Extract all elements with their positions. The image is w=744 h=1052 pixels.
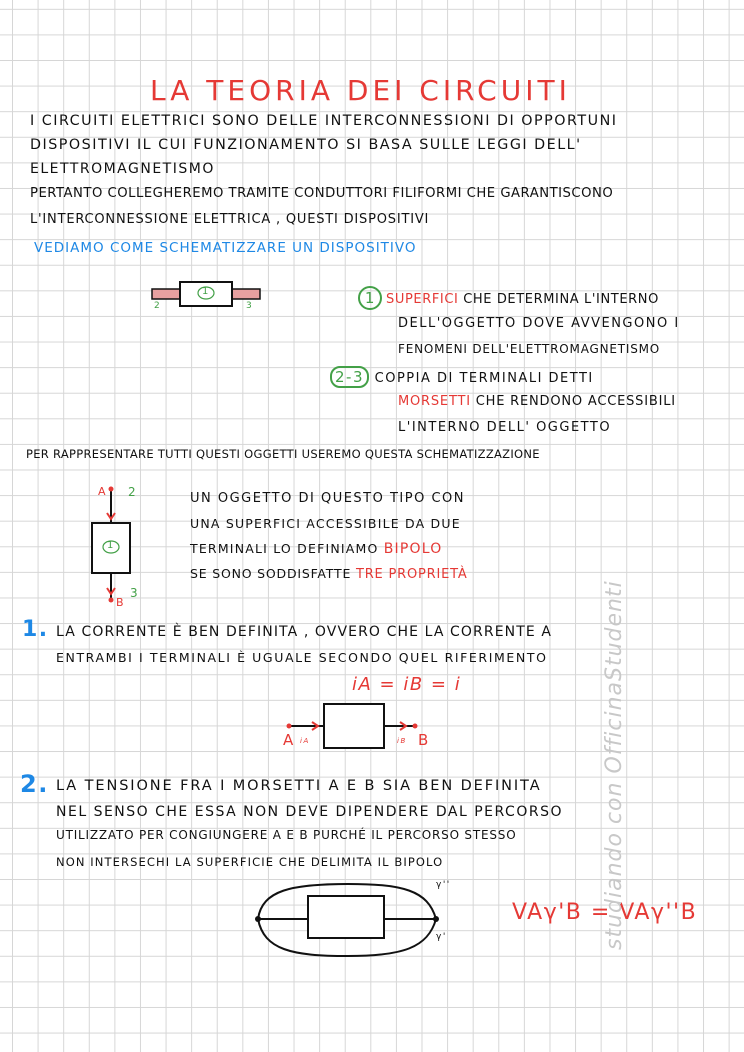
bipolo-label-b: B	[116, 596, 126, 609]
bipolo-node-b	[109, 598, 114, 603]
device-prop-1-text: CHE DETERMINA L'INTERNO	[463, 292, 659, 307]
intro-line-3: ELETTROMAGNETISMO	[30, 161, 215, 177]
device-prop-2-text-2: CHE RENDONO ACCESSIBILI	[475, 394, 676, 409]
rappresentare-line: PER RAPPRESENTARE TUTTI QUESTI OGGETTI USEREMO QUESTA SCHEMATIZZAZIONE	[26, 447, 540, 461]
intro-line-5: L'INTERCONNESSIONE ELETTRICA , QUESTI DISPOSITIVI	[30, 212, 430, 227]
prop-2-line-4: NON INTERSECHI LA SUPERFICIE CHE DELIMITA IL BIPOLO	[56, 855, 444, 869]
prop-2-equation: VAγ'B = VAγ''B	[512, 900, 698, 925]
prop-2-diagram	[252, 878, 444, 960]
prop-2-node-b	[433, 916, 439, 922]
device-prop-2-line-3: L'INTERNO DELL' OGGETTO	[398, 420, 612, 435]
intro-line-2: DISPOSITIVI IL CUI FUNZIONAMENTO SI BASA SULLE LEGGI DELL'	[30, 137, 582, 153]
prop-2-gamma-double: γ''	[436, 880, 451, 890]
prop-1-label-b: B	[418, 731, 430, 749]
device-terminal-right	[230, 289, 260, 299]
device-prop-1-red: SUPERFICI	[386, 292, 459, 307]
device-prop-1-line-3: FENOMENI DELL'ELETTROMAGNETISMO	[398, 342, 661, 356]
bipolo-label-3: 3	[130, 586, 140, 600]
device-prop-2-line-2	[398, 394, 676, 409]
intro-blue-line: VEDIAMO COME SCHEMATIZZARE UN DISPOSITIVO	[34, 240, 417, 256]
bipolo-text-4-red: TRE PROPRIETÀ	[355, 567, 468, 582]
device-label-2: 2	[154, 301, 162, 311]
prop-1-equation: iA = iB = i	[352, 674, 462, 695]
device-prop-2-text: COPPIA DI TERMINALI DETTI	[374, 371, 594, 386]
bipolo-text-3-black: TERMINALI LO DEFINIAMO	[190, 541, 379, 556]
device-prop-1	[358, 286, 659, 310]
bipolo-text-3-red: BIPOLO	[383, 541, 443, 557]
prop-1-diagram	[284, 700, 424, 755]
bipolo-text-2: UNA SUPERFICI ACCESSIBILE DA DUE	[190, 516, 461, 531]
page-title: LA TEORIA DEI CIRCUITI	[150, 74, 571, 107]
prop-1-body	[324, 704, 384, 748]
prop-1-label-ia: iA	[300, 737, 310, 745]
prop-2-gamma-single: γ'	[436, 932, 447, 942]
bipolo-label-a: A	[98, 485, 108, 498]
intro-line-1: I CIRCUITI ELETTRICI SONO DELLE INTERCONNESSIONI DI OPPORTUNI	[30, 113, 618, 129]
intro-line-4: PERTANTO COLLEGHEREMO TRAMITE CONDUTTORI FILIFORMI CHE GARANTISCONO	[30, 186, 614, 201]
prop-1-line-2: ENTRAMBI I TERMINALI È UGUALE SECONDO QUEL RIFERIMENTO	[56, 650, 548, 665]
prop-2-line-2: NEL SENSO CHE ESSA NON DEVE DIPENDERE DAL PERCORSO	[56, 804, 563, 820]
bipolo-label-1: 1	[107, 540, 115, 551]
bipolo-text-3	[190, 541, 442, 557]
device-prop-2-number: 2-3	[330, 366, 369, 388]
bipolo-text-4	[190, 566, 468, 582]
device-prop-1-number: 1	[358, 286, 382, 310]
watermark: studiando con OfficinaStudenti	[602, 580, 627, 950]
bipolo-node-a	[109, 487, 114, 492]
bipolo-text-4-black: SE SONO SODDISFATTE	[190, 566, 352, 581]
bipolo-text-1: UN OGGETTO DI QUESTO TIPO CON	[190, 491, 465, 506]
device-prop-1-line-2: DELL'OGGETTO DOVE AVVENGONO I	[398, 316, 680, 331]
prop-2-line-1: LA TENSIONE FRA I MORSETTI A E B SIA BEN DEFINITA	[56, 778, 542, 794]
prop-1-node-a	[287, 724, 292, 729]
prop-1-label-ib: iB	[397, 737, 407, 745]
device-terminal-left	[152, 289, 182, 299]
device-prop-2	[330, 368, 594, 386]
prop-2-number: 2.	[20, 770, 49, 798]
bipolo-label-2: 2	[128, 485, 138, 499]
prop-1-line-1: LA CORRENTE È BEN DEFINITA , OVVERO CHE LA CORRENTE A	[56, 624, 553, 640]
prop-1-number: 1.	[22, 617, 49, 642]
device-label-3: 3	[246, 301, 254, 311]
device-label-1: 1	[202, 286, 210, 297]
prop-2-node-a	[255, 916, 261, 922]
prop-1-node-b	[413, 724, 418, 729]
device-prop-2-red: MORSETTI	[398, 394, 471, 409]
prop-2-line-3: UTILIZZATO PER CONGIUNGERE A E B PURCHÉ IL PERCORSO STESSO	[56, 828, 517, 842]
prop-1-label-a: A	[283, 731, 295, 749]
prop-2-body	[308, 896, 384, 938]
bipolo-diagram	[85, 485, 155, 610]
